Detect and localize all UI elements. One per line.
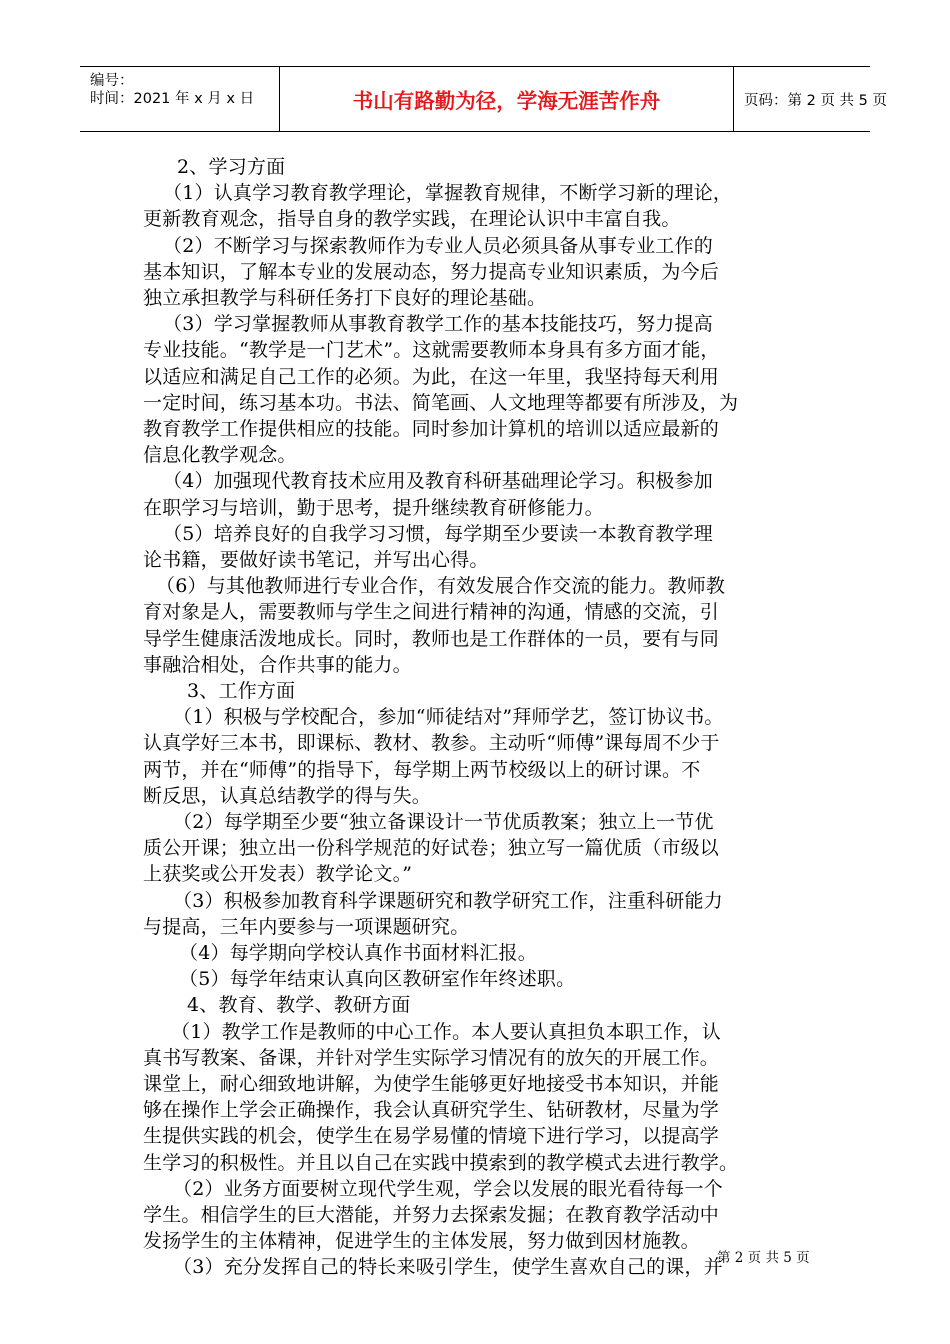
body-text-line: （4）每学期向学校认真作书面材料汇报。 — [179, 942, 537, 964]
body-text-line: 导学生健康活泼地成长。同时，教师也是工作群体的一员，要有与同 — [143, 627, 720, 650]
body-text-line: （4）加强现代教育技术应用及教育科研基础理论学习。积极参加 — [163, 470, 713, 493]
body-text-line: （1）认真学习教育教学理论，掌握教育规律，不断学习新的理论， — [163, 182, 733, 205]
body-text-line: 信息化教学观念。 — [143, 444, 297, 467]
body-text-line: 基本知识，了解本专业的发展动态，努力提高专业知识素质，为今后 — [143, 260, 720, 283]
body-text-line: 发扬学生的主体精神，促进学生的主体发展，努力做到因材施教。 — [143, 1230, 700, 1253]
document-number-label: 编号： — [90, 73, 134, 89]
body-text-line: 论书籍，要做好读书笔记，并写出心得。 — [143, 549, 489, 571]
header-page-cell — [734, 67, 887, 131]
body-text-line: 事融洽相处，合作共事的能力。 — [143, 653, 412, 676]
body-text-line: （2）不断学习与探索教师作为专业人员必须具备从事专业工作的 — [163, 234, 713, 257]
body-text-line: 育对象是人，需要教师与学生之间进行精神的沟通，情感的交流，引 — [143, 601, 720, 624]
body-text-line: 两节，并在“师傅”的指导下，每学期上两节校级以上的研讨课。不 — [143, 758, 701, 781]
header-info-cell — [80, 67, 280, 131]
body-text-line: 以适应和满足自己工作的必须。为此，在这一年里，我坚持每天利用 — [143, 365, 720, 388]
body-text-line: （2）业务方面要树立现代学生观，学会以发展的眼光看待每一个 — [173, 1177, 723, 1200]
header-motto-cell — [280, 67, 734, 131]
body-text-line: 生提供实践的机会，使学生在易学易懂的情境下进行学习，以提高学 — [143, 1125, 720, 1148]
page-header — [80, 66, 887, 132]
body-text-line: （3）学习掌握教师从事教育教学工作的基本技能技巧，努力提高 — [163, 313, 713, 336]
body-text-line: 专业技能。“教学是一门艺术”。这就需要教师本身具有多方面才能， — [143, 339, 720, 362]
body-text-line: （2）每学期至少要“独立备课设计一节优质教案；独立上一节优 — [173, 811, 714, 833]
body-text-line: （3）积极参加教育科学课题研究和教学研究工作，注重科研能力 — [173, 889, 723, 912]
body-text-line: （1）积极与学校配合，参加“师徒结对”拜师学艺，签订协议书。 — [173, 706, 724, 729]
body-text-line: 教育教学工作提供相应的技能。同时参加计算机的培训以适应最新的 — [143, 418, 720, 440]
body-text-line: （3）充分发挥自己的特长来吸引学生，使学生喜欢自己的课，并 — [173, 1256, 723, 1279]
page-footer: 第 2 页 共 5 页 — [717, 1250, 810, 1266]
body-text-line: 更新教育观念，指导自身的教学实践，在理论认识中丰富自我。 — [143, 208, 681, 231]
body-text-line: 真书写教案、备课，并针对学生实际学习情况有的放矢的开展工作。 — [143, 1046, 720, 1069]
body-text-line: 在职学习与培训，勤于思考，提升继续教育研修能力。 — [143, 496, 604, 519]
body-text-line: 断反思，认真总结教学的得与失。 — [143, 784, 432, 807]
body-text-line: （1）教学工作是教师的中心工作。本人要认真担负本职工作，认 — [171, 1020, 721, 1043]
document-date-label: 时间：2021 年 x 月 x 日 — [90, 91, 255, 107]
body-text-line: （6）与其他教师进行专业合作，有效发展合作交流的能力。教师教 — [156, 575, 726, 598]
body-text-line: 上获奖或公开发表）教学论文。” — [143, 863, 413, 886]
body-text-line: 独立承担教学与科研任务打下良好的理论基础。 — [143, 287, 547, 309]
body-text-line: 课堂上，耐心细致地讲解，为使学生能够更好地接受书本知识，并能 — [143, 1073, 720, 1095]
page-code-label: 页码：第 2 页 共 5 页 — [744, 92, 887, 109]
body-text-line: （5）培养良好的自我学习习惯，每学期至少要读一本教育教学理 — [163, 522, 713, 545]
body-text-line: 学生。相信学生的巨大潜能，并努力去探索发掘；在教育教学活动中 — [143, 1204, 720, 1226]
body-text-line: （5）每学年结束认真向区教研室作年终述职。 — [179, 968, 576, 991]
motto-text: 书山有路勤为径，学海无涯苦作舟 — [352, 89, 661, 113]
body-text-line: 3、工作方面 — [187, 680, 296, 702]
body-text-line: 质公开课；独立出一份科学规范的好试卷；独立写一篇优质（市级以 — [143, 837, 720, 860]
body-text-line: 一定时间，练习基本功。书法、简笔画、人文地理等都要有所涉及，为 — [143, 391, 739, 414]
body-text-line: 与提高，三年内要参与一项课题研究。 — [143, 915, 470, 938]
body-text-line: 够在操作上学会正确操作，我会认真研究学生、钻研教材，尽量为学 — [143, 1099, 720, 1122]
body-text-line: 认真学好三本书，即课标、教材、教参。主动听“师傅”课每周不少于 — [143, 732, 720, 755]
body-text-line: 4、教育、教学、教研方面 — [187, 994, 411, 1017]
body-text-line: 2、学习方面 — [177, 156, 286, 178]
body-text-line: 生学习的积极性。并且以自己在实践中摸索到的教学模式去进行教学。 — [143, 1151, 739, 1174]
